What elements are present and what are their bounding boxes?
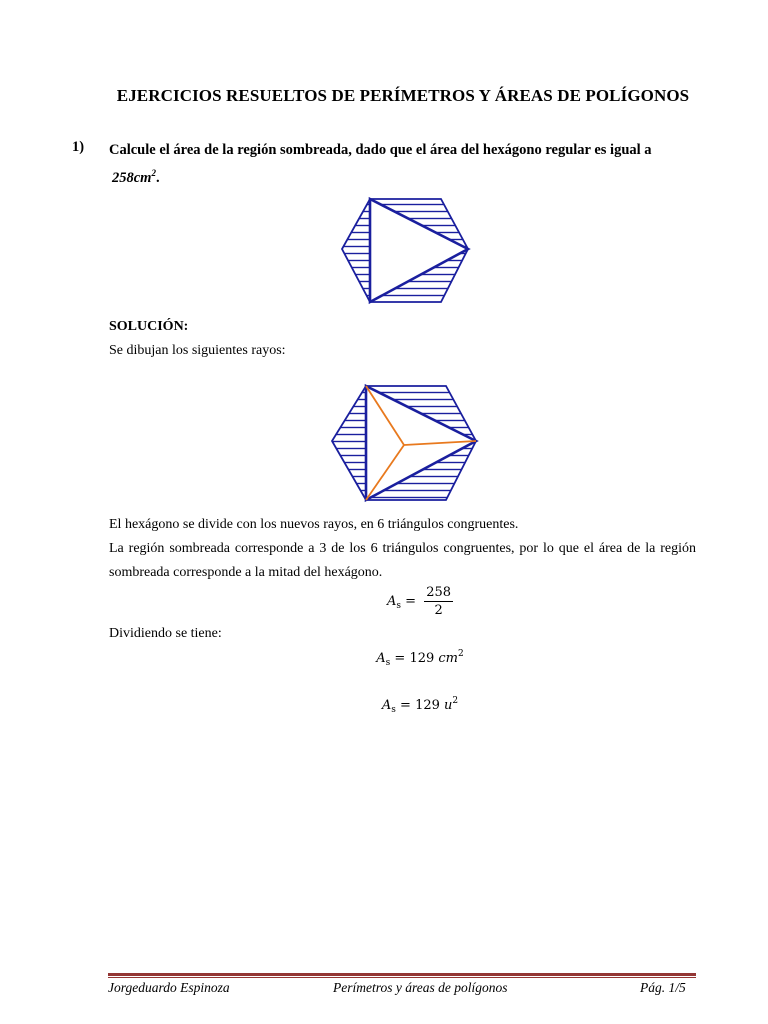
eq1-fraction xyxy=(424,585,453,618)
paragraph-1: El hexágono se divide con los nuevos rayos, en 6 triángulos congruentes. xyxy=(109,517,519,532)
footer-page: Pág. 1/5 xyxy=(640,980,686,995)
footer-author: Jorgeduardo Espinoza xyxy=(108,980,230,995)
exercise-period: . xyxy=(155,170,160,186)
footer-rule-thin xyxy=(108,977,696,978)
eq1-denominator: 2 xyxy=(434,603,443,618)
footer-topic: Perímetros y áreas de polígonos xyxy=(333,980,508,995)
eq1-op: = xyxy=(405,594,417,609)
eq2-value: 129 xyxy=(409,651,435,666)
eq3-lhs: A xyxy=(381,698,392,713)
eq1-lhs: A xyxy=(386,594,397,609)
equation-2 xyxy=(300,649,540,668)
eq1-sub: s xyxy=(396,601,401,611)
hexagon-figure-2 xyxy=(329,382,479,504)
exercise-number: 1) xyxy=(72,139,85,155)
eq2-exp: 2 xyxy=(458,649,464,659)
eq2-sub: s xyxy=(385,658,391,668)
eq2-op: = xyxy=(394,651,406,666)
hexagon-figure-1 xyxy=(336,194,472,306)
equation-3 xyxy=(300,696,540,715)
eq2-unit: cm xyxy=(438,651,459,666)
exercise-value-number: 258 xyxy=(112,170,134,186)
exercise-statement xyxy=(109,139,697,190)
page-title: EJERCICIOS RESUELTOS DE PERÍMETROS Y ÁREAS DE POLÍGONOS xyxy=(116,86,690,105)
exercise-text: Calcule el área de la región sombreada, dado que el área del hexágono regular es igual a xyxy=(109,142,652,158)
exercise-value-exponent: 2 xyxy=(151,168,156,178)
footer-rule xyxy=(108,973,696,976)
exercise-value xyxy=(112,162,156,190)
exercise-value-unit: cm xyxy=(133,170,152,186)
eq3-op: = xyxy=(400,698,411,713)
solution-label: SOLUCIÓN: xyxy=(109,319,189,334)
eq3-exp: 2 xyxy=(452,696,459,706)
eq3-sub: s xyxy=(391,705,396,715)
dividing-text: Dividiendo se tiene: xyxy=(109,626,222,641)
eq3-unit: u xyxy=(444,698,453,713)
eq1-numerator: 258 xyxy=(426,585,452,600)
paragraph-2: La región sombreada corresponde a 3 de los 6 triángulos congruentes, por lo que el área de la región sombreada corresponde a la mitad del hexágono. xyxy=(109,541,696,580)
eq2-lhs: A xyxy=(376,651,386,666)
rays-text: Se dibujan los siguientes rayos: xyxy=(109,343,286,358)
eq3-value: 129 xyxy=(415,698,440,713)
equation-1 xyxy=(300,585,540,618)
